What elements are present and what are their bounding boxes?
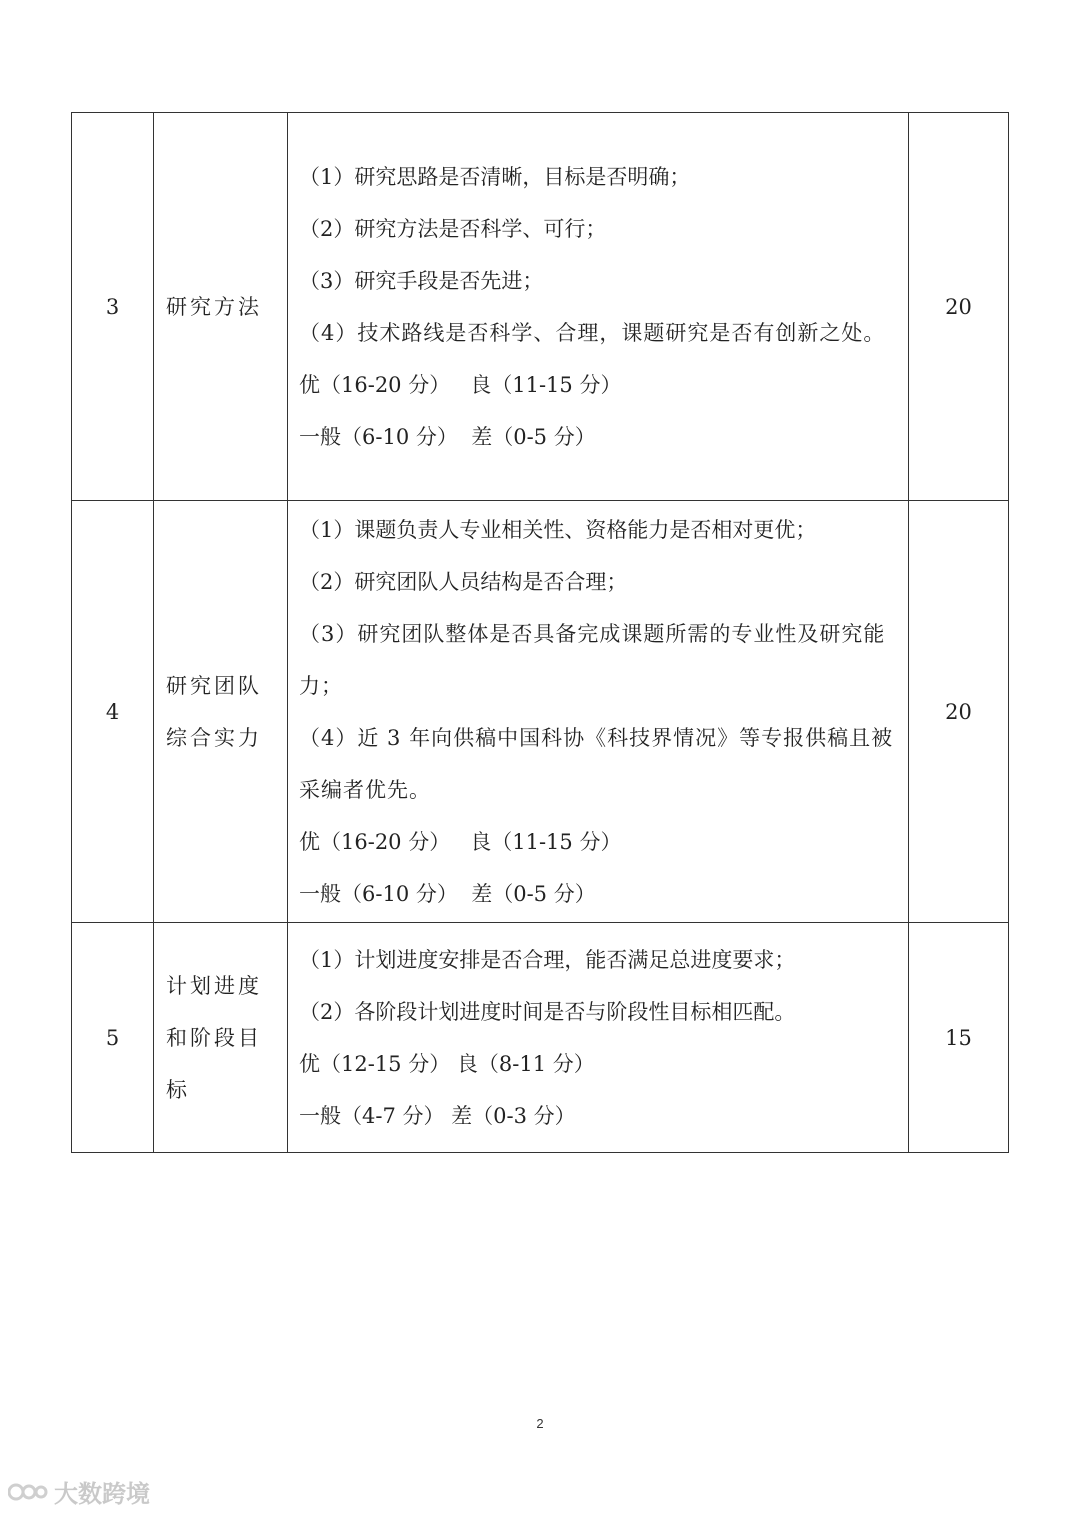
criteria-cell bbox=[288, 923, 909, 1153]
item-name-line: 研究方法 bbox=[166, 294, 262, 319]
item-name bbox=[154, 923, 288, 1153]
grade-scale: 优（16-20 分） 良（11-15 分） bbox=[299, 829, 622, 854]
item-name-line: 研究团队 bbox=[166, 673, 262, 698]
criterion: （1）研究思路是否清晰，目标是否明确； bbox=[299, 164, 691, 189]
grade-scale: 优（12-15 分） 良（8-11 分） bbox=[299, 1051, 595, 1076]
criterion: （4）技术路线是否科学、合理，课题研究是否有创新之处。 bbox=[299, 320, 886, 345]
criterion: （2）各阶段计划进度时间是否与阶段性目标相匹配。 bbox=[299, 999, 796, 1024]
criterion: （3）研究手段是否先进； bbox=[299, 268, 544, 293]
criteria-cell bbox=[288, 501, 909, 923]
criterion: （2）研究方法是否科学、可行； bbox=[299, 216, 607, 241]
table-row bbox=[72, 923, 1009, 1153]
criterion: （1）课题负责人专业相关性、资格能力是否相对更优； bbox=[299, 517, 817, 542]
grade-scale: 一般（4-7 分） 差（0-3 分） bbox=[299, 1103, 576, 1128]
criterion: （4）近 3 年向供稿中国科协《科技界情况》等专报供稿且被采编者优先。 bbox=[299, 725, 894, 802]
criterion: （1）计划进度安排是否合理，能否满足总进度要求； bbox=[299, 947, 796, 972]
grade-scale: 一般（6-10 分） 差（0-5 分） bbox=[299, 881, 596, 906]
max-score: 20 bbox=[909, 113, 1009, 501]
grade-scale: 一般（6-10 分） 差（0-5 分） bbox=[299, 424, 596, 449]
row-number: 5 bbox=[72, 923, 154, 1153]
criterion: （3）研究团队整体是否具备完成课题所需的专业性及研究能力； bbox=[299, 621, 886, 698]
watermark-text: 大数跨境 bbox=[54, 1480, 150, 1508]
table-row bbox=[72, 501, 1009, 923]
row-number: 4 bbox=[72, 501, 154, 923]
grade-scale: 优（16-20 分） 良（11-15 分） bbox=[299, 372, 622, 397]
item-name-line: 标 bbox=[166, 1077, 190, 1102]
watermark-logo-icon bbox=[8, 1481, 48, 1503]
item-name-line: 和阶段目 bbox=[166, 1025, 262, 1050]
row-number: 3 bbox=[72, 113, 154, 501]
max-score: 15 bbox=[909, 923, 1009, 1153]
item-name bbox=[154, 113, 288, 501]
table-row bbox=[72, 113, 1009, 501]
criteria-cell bbox=[288, 113, 909, 501]
item-name-line: 综合实力 bbox=[166, 725, 262, 750]
page-number: 2 bbox=[536, 1416, 544, 1431]
watermark bbox=[8, 1474, 150, 1509]
criterion: （2）研究团队人员结构是否合理； bbox=[299, 569, 628, 594]
item-name bbox=[154, 501, 288, 923]
evaluation-table bbox=[71, 112, 1009, 1153]
item-name-line: 计划进度 bbox=[166, 973, 262, 998]
max-score: 20 bbox=[909, 501, 1009, 923]
